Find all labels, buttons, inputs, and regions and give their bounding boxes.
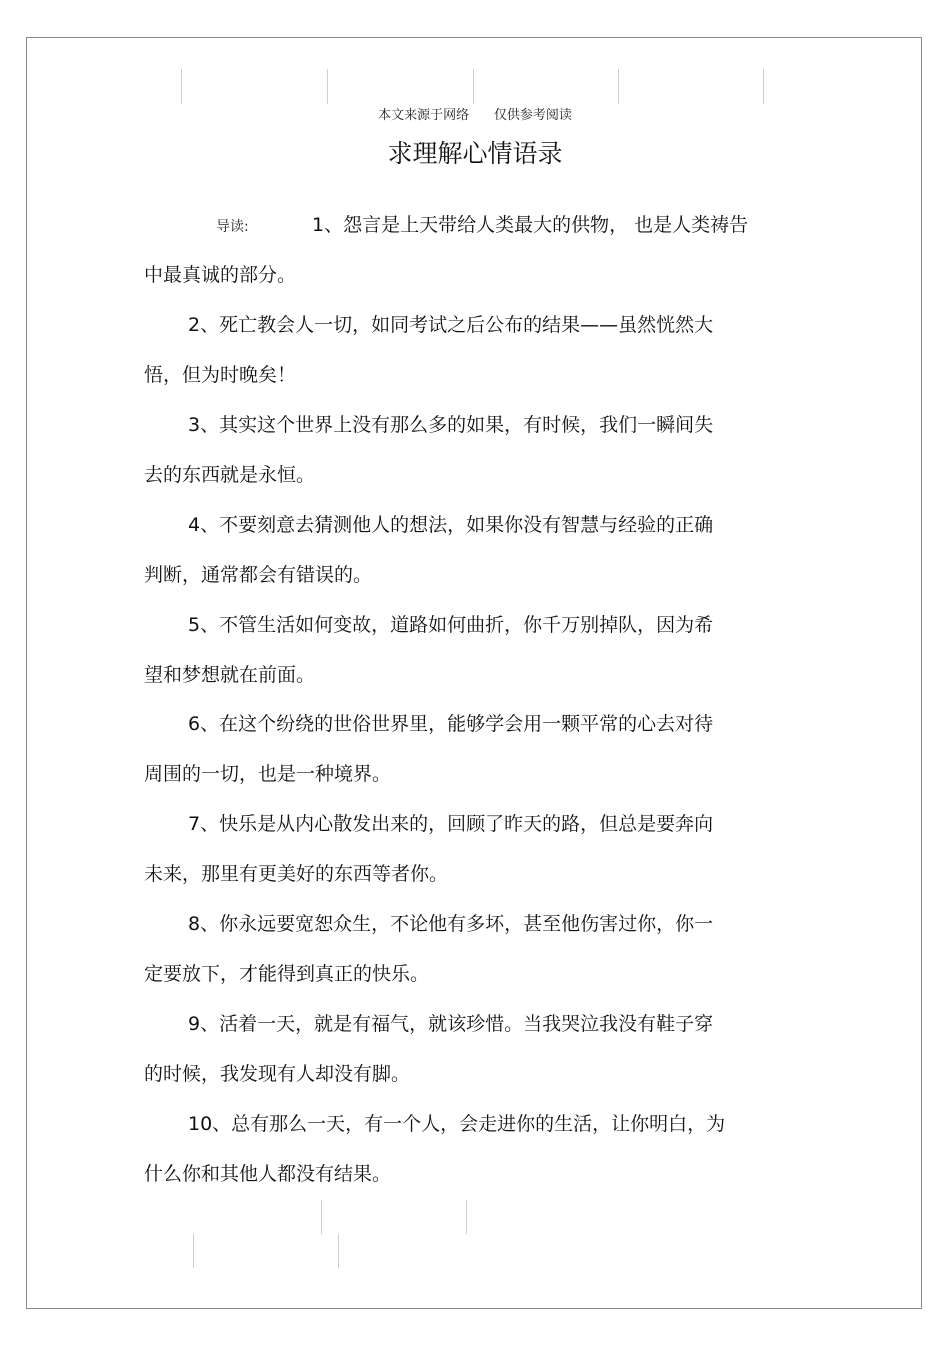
item-7-line-2: 未来，那里有更美好的东西等者你。: [144, 863, 449, 885]
top-marker-1: [181, 69, 182, 104]
item-4-line-2: 判断，通常都会有错误的。: [144, 564, 373, 586]
item-5-line-2: 望和梦想就在前面。: [144, 664, 316, 686]
item-3-line-2: 去的东西就是永恒。: [144, 464, 316, 486]
top-marker-3: [473, 69, 474, 104]
top-marker-2: [327, 69, 328, 104]
item-1-line-1: 1、怨言是上天带给人类最大的供物， 也是人类祷告: [312, 214, 749, 236]
item-9-line-2: 的时候，我发现有人却没有脚。: [144, 1063, 411, 1085]
item-6-line-1: 6、在这个纷绕的世俗世界里，能够学会用一颗平常的心去对待: [188, 713, 714, 735]
item-6-line-2: 周围的一切，也是一种境界。: [144, 763, 392, 785]
page-title: 求理解心情语录: [387, 139, 563, 168]
top-marker-5: [763, 69, 764, 104]
bottom-marker-1: [321, 1200, 322, 1234]
item-8-line-2: 定要放下，才能得到真正的快乐。: [144, 963, 430, 985]
item-2-line-2: 悟，但为时晚矣！: [144, 364, 297, 386]
item-7-line-1: 7、快乐是从内心散发出来的，回顾了昨天的路，但总是要奔向: [188, 813, 714, 835]
item-10-line-1: 10、总有那么一天，有一个人，会走进你的生活，让你明白，为: [188, 1113, 726, 1135]
bottom-marker-2: [466, 1200, 467, 1234]
item-4-line-1: 4、不要刻意去猜测他人的想法，如果你没有智慧与经验的正确: [188, 514, 714, 536]
item-9-line-1: 9、活着一天，就是有福气，就该珍惜。当我哭泣我没有鞋子穿: [188, 1013, 714, 1035]
item-1-line-2: 中最真诚的部分。: [144, 264, 297, 286]
item-10-line-2: 什么你和其他人都没有结果。: [144, 1163, 392, 1185]
item-3-line-1: 3、其实这个世界上没有那么多的如果，有时候，我们一瞬间失: [188, 414, 714, 436]
item-5-line-1: 5、不管生活如何变故，道路如何曲折，你千万别掉队，因为希: [188, 614, 714, 636]
item-2-line-1: 2、死亡教会人一切，如同考试之后公布的结果——虽然恍然大: [188, 314, 714, 336]
bottom-marker-3: [193, 1234, 194, 1268]
item-8-line-1: 8、你永远要宽恕众生，不论他有多坏，甚至他伤害过你，你一: [188, 913, 714, 935]
bottom-marker-4: [338, 1234, 339, 1268]
intro-label: 导读:: [216, 219, 249, 235]
header-note: 本文来源于网络 仅供参考阅读: [378, 108, 572, 123]
top-marker-4: [618, 69, 619, 104]
